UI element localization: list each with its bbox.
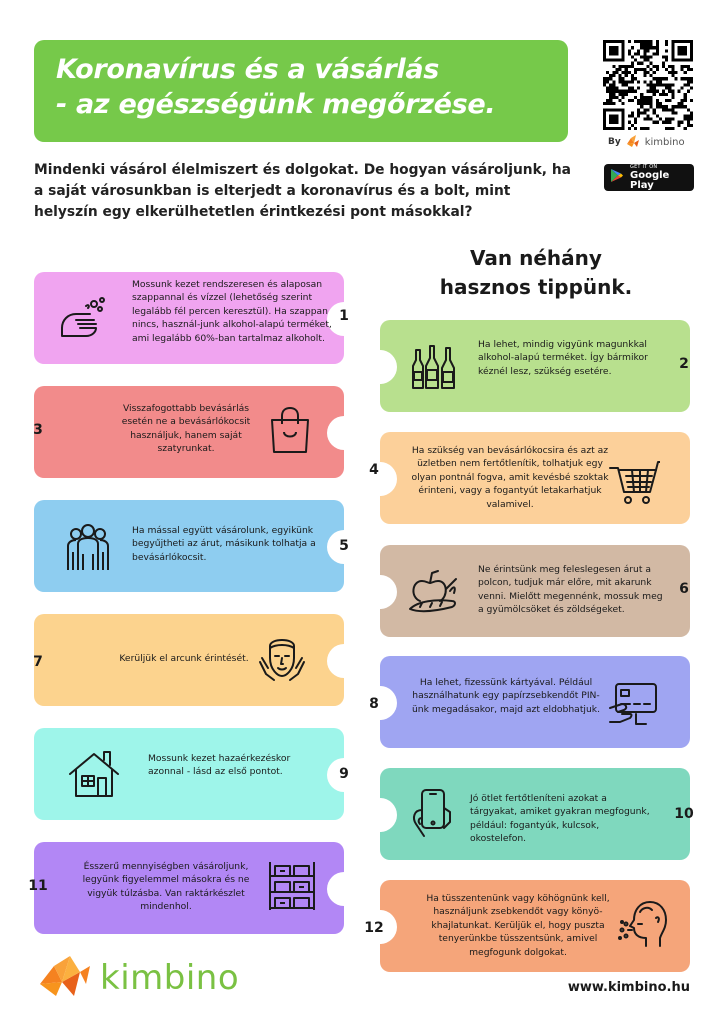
card-payment-icon (608, 678, 660, 730)
sneeze-icon (618, 898, 670, 950)
house-icon (68, 748, 120, 800)
google-play-icon (610, 168, 624, 187)
page-title-line-1: Koronavírus és a vásárlás (56, 54, 440, 85)
tip-card-10 (380, 768, 694, 860)
people-icon (62, 522, 114, 574)
tip-card-notch (327, 872, 361, 906)
tip-card-notch (363, 350, 397, 384)
by-brand-name: kimbino (644, 136, 685, 148)
tip-card-1 (34, 272, 349, 364)
tips-heading-line-1: Van néhány (470, 246, 602, 270)
tip-text: Jó ötlet fertőtleníteni azokat a tárgyakat, amiket gyakran megfogunk, például: fogantyúk, kulcsok, okostelefon. (470, 793, 650, 845)
tip-card-3 (34, 386, 344, 478)
tip-card-11 (28, 842, 344, 934)
tip-text: Ha lehet, mindig vigyünk magunkkal alkohol-alapú terméket. Így bármikor kéznél lesz, szükség esetére. (478, 339, 648, 377)
tip-number: 2 (679, 356, 689, 372)
tip-card-notch (327, 644, 361, 678)
footer-logo[interactable] (36, 956, 239, 1000)
tip-number: 5 (339, 538, 349, 554)
tip-text: Kerüljük el arcunk érintését. (119, 653, 249, 664)
hand-wash-icon (56, 292, 108, 344)
kimbino-logo-icon (36, 954, 92, 1002)
tip-number: 11 (28, 878, 48, 894)
tip-text: Ha mással együtt vásárolunk, egyikünk begyűjtheti az árut, másikunk tolhatja a bevásárlókocsit. (132, 525, 316, 563)
website-link[interactable]: www.kimbino.hu (567, 980, 690, 995)
page-title-line-2: - az egészségünk megőrzése. (56, 89, 496, 120)
tip-number: 1 (339, 308, 349, 324)
google-play-small-text: GET IT ON (630, 163, 658, 170)
google-play-badge[interactable] (604, 164, 694, 191)
tips-heading (420, 244, 652, 302)
tip-number: 3 (33, 422, 43, 438)
tip-text: Ha tüsszentenünk vagy köhögnünk kell, használjunk zsebkendőt vagy könyö-khajlatunkat. Kerüljük el, hogy puszta tenyerünkbe tüsszentsünk, amivel megfogunk dolgokat. (426, 893, 610, 958)
tips-heading-line-2: hasznos tippünk. (439, 275, 633, 299)
tip-card-9 (34, 728, 349, 820)
tip-number: 6 (679, 581, 689, 597)
footer-brand-name: kimbino (100, 958, 240, 998)
tip-number: 10 (674, 806, 694, 822)
qr-code[interactable] (603, 40, 693, 130)
tip-number: 7 (33, 654, 43, 670)
header-banner (34, 40, 568, 142)
tip-card-8 (369, 656, 690, 748)
tip-number: 9 (339, 766, 349, 782)
shopping-cart-icon (608, 456, 660, 508)
kimbino-small-logo-icon (625, 133, 641, 152)
bottles-icon (408, 340, 460, 392)
by-label: By (608, 137, 621, 147)
intro-paragraph: Mindenki vásárol élelmiszert és dolgokat. De hogyan vásároljunk, ha a saját városunkban is elterjedt a koronavírus és a bolt, mint helyszín egy elkerülhetetlen érintkezési pont másokkal? (34, 162, 571, 220)
tip-text: Ne érintsünk meg feleslegesen árut a polcon, tudjuk már előre, mit akarunk venni. Mielőtt megennénk, mossuk meg a gyümölcsöket és zöldségeket. (478, 564, 663, 616)
tip-card-7 (34, 614, 344, 706)
tip-card-5 (34, 500, 349, 592)
tip-text: Ha szükség van bevásárlókocsira és azt az üzletben nem fertőtlenítik, tolhatjuk egy olyan pontnál fogva, amit kevésbé szoktak érinteni, vagy a fogantyút letakarhatjuk valamivel. (411, 445, 609, 510)
tip-number: 8 (369, 696, 379, 712)
tip-number: 4 (369, 462, 379, 478)
tip-text: Visszafogottabb bevásárlás esetén ne a bevásárlókocsit használjuk, hanem saját szatyrunkat. (121, 403, 251, 455)
tip-number: 12 (364, 920, 384, 936)
shopping-bag-icon (264, 404, 316, 456)
tip-card-12 (364, 880, 690, 972)
tip-text: Mossunk kezet hazaérkezéskor azonnal - lásd az első pontot. (148, 753, 291, 778)
face-icon (256, 632, 308, 684)
tip-card-notch (363, 575, 397, 609)
tip-card-notch (327, 416, 361, 450)
tip-card-notch (363, 798, 397, 832)
by-kimbino-line (608, 134, 685, 150)
tip-card-6 (380, 545, 690, 637)
tip-text: Ésszerű mennyiségben vásároljunk, legyünk figyelemmel másokra és ne vigyük túlzásba. Van raktárkészlet mindenhol. (82, 861, 250, 913)
smartphone-icon (406, 788, 458, 840)
shelves-icon (266, 860, 318, 912)
vegetables-icon (406, 565, 458, 617)
google-play-big-text: Google Play (630, 169, 670, 191)
tip-text: Ha lehet, fizessünk kártyával. Például használhatunk egy papírzsebkendőt PIN-ünk megadásakor, majd azt eldobhatjuk. (411, 677, 601, 715)
tip-card-2 (380, 320, 690, 412)
tip-text: Mossunk kezet rendszeresen és alaposan szappannal és vízzel (lehetőség szerint legalább fél percen keresztül). Ha szappan nincs, használ-junk alkohol-alapú terméket, ami legalább 60%-ban tartalmaz alkoholt. (132, 279, 332, 344)
tip-card-4 (369, 432, 690, 524)
